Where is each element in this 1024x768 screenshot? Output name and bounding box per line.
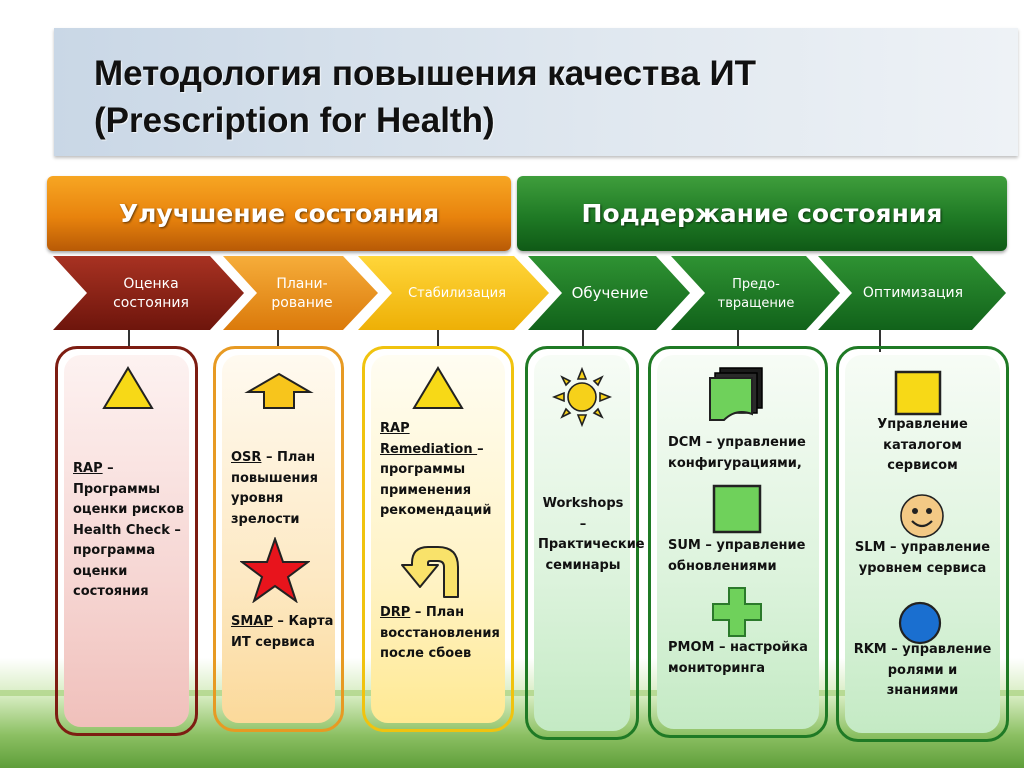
rap-description: – Программы оценки рисков — [73, 461, 184, 517]
yellow-square-icon — [894, 370, 942, 416]
health-check-text: Health Check – программа оценки состояния — [73, 522, 181, 599]
rap-remediation-text — [380, 419, 505, 522]
smap-description: – Карта ИТ сервиса — [231, 614, 334, 650]
sum-text: SUM – управление обновлениями — [668, 538, 806, 574]
osr-description: – План повышения уровня зрелости — [231, 450, 318, 527]
dcm-text: DCM – управление конфигурациями, — [668, 435, 806, 471]
connector-5 — [737, 330, 739, 346]
category-improve-bar — [47, 176, 511, 251]
slide-title-line1: Методология повышения качества ИТ — [94, 54, 757, 93]
green-square-icon — [712, 484, 762, 534]
up-arrow-icon — [244, 372, 314, 410]
drp-abbr: DRP — [380, 605, 411, 620]
smap-text — [231, 612, 336, 653]
process-steps — [0, 256, 1024, 331]
slide-title — [94, 50, 974, 144]
connector-3 — [437, 330, 439, 346]
osr-text — [231, 448, 336, 530]
step-label-2: Плани- рование — [271, 275, 333, 311]
rap-remediation-abbr: RAP Remediation — [380, 421, 478, 457]
rap-remediation-description: – программы применения рекомендаций — [380, 441, 492, 518]
workshops-text: Workshops – Практические семинары — [538, 496, 645, 573]
drp-text — [380, 603, 505, 665]
smiley-icon — [898, 492, 946, 540]
slm-text: SLM – управление уровнем сервиса — [854, 540, 991, 576]
catalog-text: Управление каталогом сервисом — [877, 417, 968, 473]
step-label-5: Предо- твращение — [717, 276, 795, 311]
assessment-text — [73, 459, 191, 603]
rkm-text: RKM – управление ролями и знаниями — [853, 642, 992, 698]
smap-abbr: SMAP — [231, 614, 273, 629]
category-improve-label: Улучшение состояния — [118, 199, 440, 228]
yellow-triangle-icon — [412, 366, 464, 410]
step-label-4: Обучение — [571, 284, 649, 302]
red-star-icon — [240, 537, 310, 603]
osr-abbr: OSR — [231, 450, 262, 465]
step-label-3: Стабилизация — [408, 286, 506, 301]
pmom-text: PMOM – настройка мониторинга — [668, 640, 808, 676]
slide-title-line2: (Prescription for Health) — [94, 101, 495, 140]
green-plus-icon — [711, 586, 763, 638]
sun-icon — [552, 367, 612, 427]
connector-2 — [277, 330, 279, 346]
yellow-triangle-icon — [102, 366, 154, 410]
u-turn-arrow-icon — [398, 543, 466, 599]
rap-abbr: RAP — [73, 461, 103, 476]
stacked-squares-icon — [706, 366, 766, 422]
drp-description: – План восстановления после сбоев — [380, 605, 500, 661]
category-maintain-bar — [517, 176, 1007, 251]
connector-4 — [582, 330, 584, 346]
step-label-1: Оценка состояния — [113, 275, 189, 311]
step-label-6: Оптимизация — [862, 285, 964, 301]
category-maintain-label: Поддержание состояния — [581, 199, 943, 228]
